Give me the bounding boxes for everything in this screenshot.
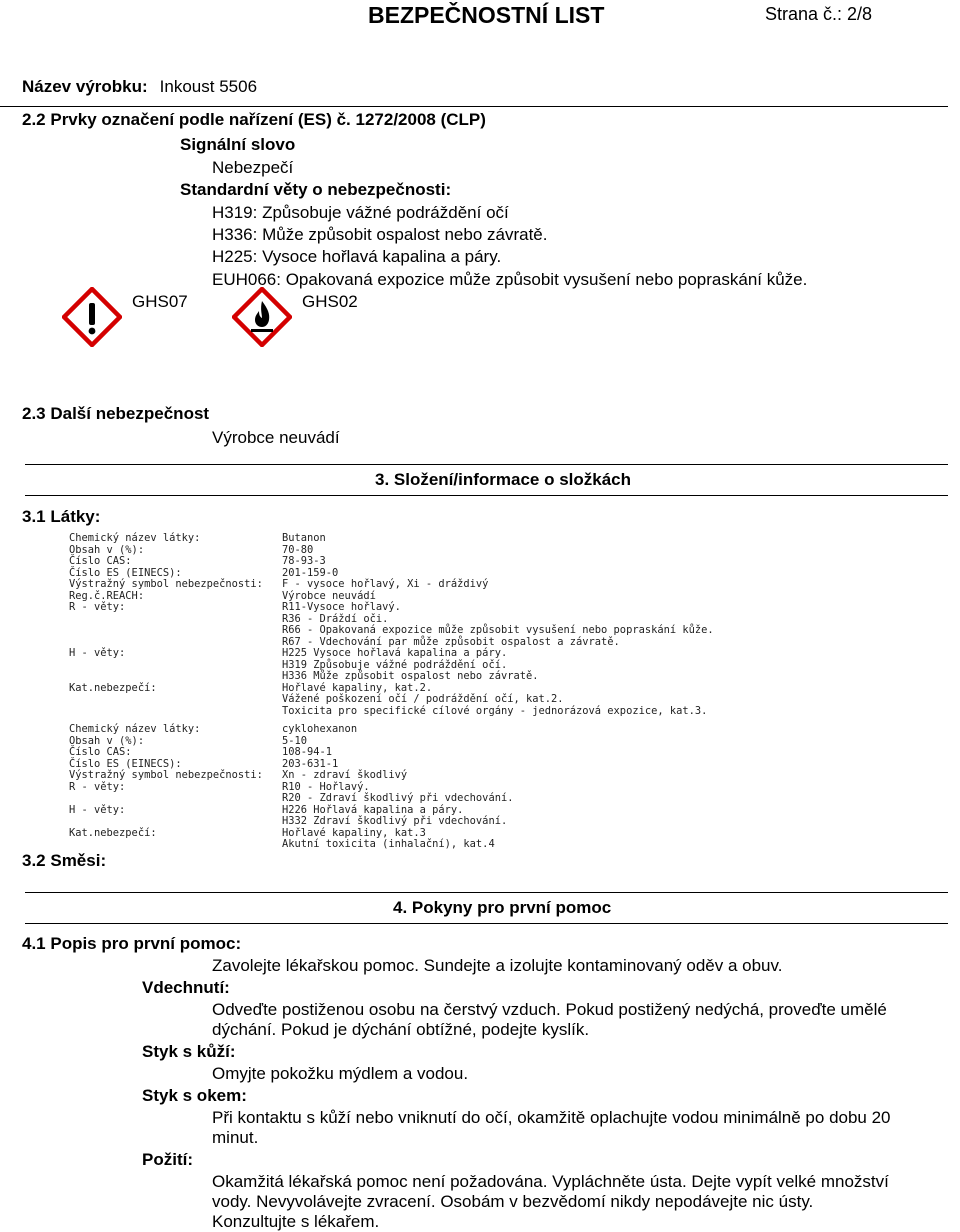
row-label: Obsah v (%): [69, 734, 145, 747]
row-value: H319 Způsobuje vážné podráždění očí. [282, 658, 508, 671]
row-value: 70-80 [282, 543, 314, 556]
row-label: Kat.nebezpečí: [69, 826, 157, 839]
row-label: Chemický název látky: [69, 723, 201, 735]
row-value: Butanon [282, 532, 326, 544]
row-value: Akutní toxicita (inhalační), kat.4 [282, 838, 495, 850]
page-number: Strana č.: 2/8 [765, 4, 873, 24]
first-aid-label: Styk s okem: [142, 1086, 247, 1105]
hazard-statement: H225: Vysoce hořlavá kapalina a páry. [212, 247, 502, 266]
row-label: Výstražný symbol nebezpečnosti: [69, 769, 263, 781]
row-value: Výrobce neuvádí [282, 589, 376, 602]
row-value: Hořlavé kapaliny, kat.2. [282, 681, 433, 694]
first-aid-label: Požití: [142, 1150, 193, 1169]
row-value: Hořlavé kapaliny, kat.3 [282, 826, 426, 839]
row-label: Číslo ES (EINECS): [69, 566, 182, 579]
row-label: Kat.nebezpečí: [69, 681, 157, 694]
pictogram-code: GHS07 [132, 292, 188, 311]
row-label: Chemický název látky: [69, 532, 201, 544]
row-value: Vážené poškození očí / podráždění očí, kat.2. [282, 693, 564, 705]
row-value: R20 - Zdraví škodlivý při vdechování. [282, 792, 514, 804]
substance-2-table [69, 723, 769, 853]
row-value: 203-631-1 [282, 757, 339, 770]
section-2-2-heading: 2.2 Prvky označení podle nařízení (ES) č. 1272/2008 (CLP) [22, 110, 486, 129]
row-label: Číslo CAS: [69, 555, 132, 567]
section-3-title: 3. Složení/informace o složkách [375, 470, 632, 489]
hazard-statement: H319: Způsobuje vážné podráždění očí [212, 203, 509, 222]
first-aid-text: Okamžitá lékařská pomoc není požadována. Vypláchněte ústa. Dejte vypít velké množství vody. Nevyvolávejte zvracení. Osobám v bezvědomí nikdy nepodávejte nic ústy. Konzultujte s lékařem. [212, 1172, 889, 1231]
row-value: 108-94-1 [282, 746, 333, 758]
hazard-statement: EUH066: Opakovaná expozice může způsobit vysušení nebo popraskání kůže. [212, 270, 808, 289]
product-name: Inkoust 5506 [159, 77, 258, 96]
row-label: H - věty: [69, 803, 126, 816]
row-label: Číslo ES (EINECS): [69, 757, 182, 770]
section-4-title: 4. Pokyny pro první pomoc [393, 898, 612, 917]
row-value: R67 - Vdechování par může způsobit ospalost a závratě. [282, 635, 620, 648]
row-value: F - vysoce hořlavý, Xi - dráždivý [282, 578, 489, 590]
signal-word-label: Signální slovo [180, 135, 296, 154]
row-value: 78-93-3 [282, 555, 326, 567]
row-value: R36 - Dráždí oči. [282, 612, 389, 625]
row-label: R - věty: [69, 780, 126, 793]
first-aid-label: Vdechnutí: [142, 978, 230, 997]
first-aid-text: Při kontaktu s kůží nebo vniknutí do očí, okamžitě oplachujte vodou minimálně po dobu 20 minut. [212, 1108, 891, 1147]
row-value: R66 - Opakovaná expozice může způsobit vysušení nebo popraskání kůže. [282, 624, 714, 636]
row-label: H - věty: [69, 647, 126, 659]
section-3-1-heading: 3.1 Látky: [22, 507, 101, 526]
hazard-statement: H336: Může způsobit ospalost nebo závratě. [212, 225, 548, 244]
section-2-3-heading: 2.3 Další nebezpečnost [22, 404, 210, 423]
first-aid-text: Odveďte postiženou osobu na čerstvý vzduch. Pokud postižený nedýchá, proveďte umělé dýchání. Pokud je dýchání obtížné, podejte kyslík. [212, 1000, 887, 1039]
row-label: Obsah v (%): [69, 543, 145, 556]
row-value: 5-10 [282, 734, 308, 747]
row-label: Číslo CAS: [69, 746, 132, 758]
row-value: Xn - zdraví škodlivý [282, 769, 408, 781]
first-aid-label: Styk s kůží: [142, 1042, 236, 1061]
section-4-1-heading: 4.1 Popis pro první pomoc: [22, 934, 242, 953]
section-3-2-heading: 3.2 Směsi: [22, 851, 107, 870]
flame-icon [232, 287, 292, 347]
first-aid-text: Omyjte pokožku mýdlem a vodou. [212, 1064, 469, 1083]
row-label: Výstražný symbol nebezpečnosti: [69, 578, 263, 590]
document-title: BEZPEČNOSTNÍ LIST [368, 2, 605, 28]
first-aid-general: Zavolejte lékařskou pomoc. Sundejte a izolujte kontaminovaný oděv a obuv. [212, 956, 783, 975]
hazard-statements-label: Standardní věty o nebezpečnosti: [180, 180, 452, 199]
row-label: R - věty: [69, 601, 126, 613]
row-value: R11-Vysoce hořlavý. [282, 601, 401, 613]
row-value: R10 - Hořlavý. [282, 780, 370, 793]
exclamation-mark-icon [62, 287, 122, 347]
row-value: H336 Může způsobit ospalost nebo závratě. [282, 670, 539, 682]
row-value: H332 Zdraví škodlivý při vdechování. [282, 815, 508, 827]
header-divider [0, 106, 948, 107]
product-label: Název výrobku: [22, 77, 148, 96]
other-hazards-text: Výrobce neuvádí [212, 428, 340, 447]
row-value: cyklohexanon [282, 723, 358, 735]
pictogram-code: GHS02 [302, 292, 358, 311]
product-line [22, 77, 257, 97]
substance-1-table [69, 532, 769, 717]
row-value: 201-159-0 [282, 566, 339, 579]
row-value: H226 Hořlavá kapalina a páry. [282, 803, 464, 816]
signal-word: Nebezpečí [212, 158, 294, 177]
row-value: Toxicita pro specifické cílové orgány - jednorázová expozice, kat.3. [282, 704, 708, 717]
row-label: Reg.č.REACH: [69, 589, 145, 602]
row-value: H225 Vysoce hořlavá kapalina a páry. [282, 647, 508, 659]
